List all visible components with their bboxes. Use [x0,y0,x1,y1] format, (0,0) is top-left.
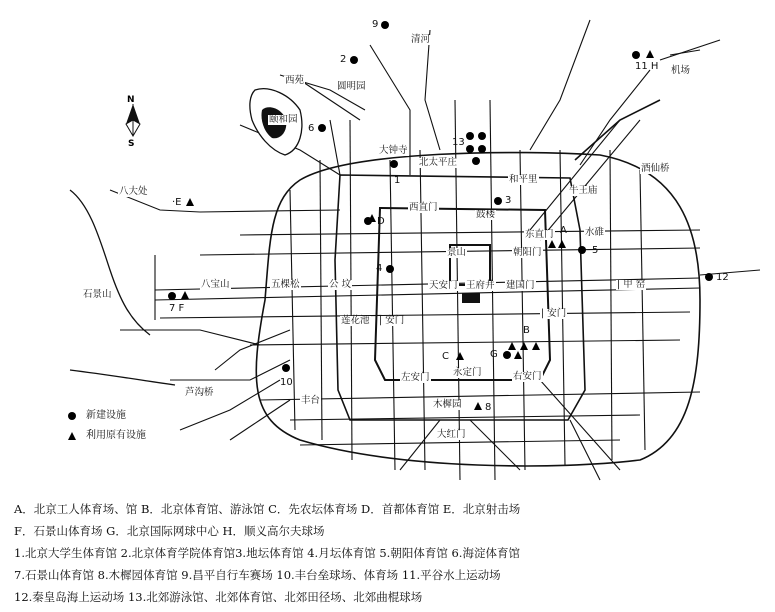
label-muxiyuan: 木樨园 [433,399,462,410]
label-yongdingmen: 永定门 [453,367,482,378]
label-yuanmingyuan: 圆明园 [337,81,366,92]
label-gongzhufen: 公 坟 [329,279,352,290]
label-dongzhimen: 东直门 [525,229,554,240]
label-lianhuachi: 莲花池 [341,315,370,326]
label-shijingshan: 石景山 [83,289,112,300]
label-zuoanmen: 左安门 [401,372,430,383]
outer-ring-road [256,153,700,466]
label-jianguomen: 建国门 [506,280,535,291]
label-anmen-west: | 安门 [379,315,405,326]
label-wukesong: 五棵松 [271,279,300,290]
label-hepingli: 和平里 [509,174,538,185]
compass-rose-icon [116,92,150,148]
label-anmen-east: | 安门 [541,308,567,319]
label-jiuxianqiao: 酒仙桥 [641,163,670,174]
svg-text:S: S [128,139,135,148]
label-beitaipingzhuang: 北太平庄 [419,157,458,168]
label-youanmen: 右安门 [513,371,542,382]
caption-line: 1.北京大学生体育馆 2.北京体育学院体育馆3.地坛体育馆 4.月坛体育馆 5.朝阳体育馆 6.海淀体育馆 [14,546,520,560]
label-dahongmen: 大红门 [437,429,466,440]
caption-line: 12.秦皇岛海上运动场 13.北郊游泳馆、北郊体育馆、北郊田径场、北郊曲棍球场 [14,590,423,604]
label-babaoshan: 八宝山 [201,279,230,290]
label-badachu: 八大处 [119,186,148,197]
label-chaoyangmen: 朝阳门 [513,247,542,258]
label-jichang: 机场 [671,65,691,76]
label-dazhongsi: 大钟寺 [379,145,408,156]
label-wangfujing: 王府井 [466,280,495,291]
label-lugouqiao: 芦沟桥 [185,387,214,398]
label-xiyuan: 西苑 [285,75,305,86]
label-jingshan: 景山 [447,247,467,258]
caption-line: F．石景山体育场 G．北京国际网球中心 H．顺义高尔夫球场 [14,524,325,538]
label-niuwangmiao: 牛王庙 [569,185,598,196]
label-xizhimen: 西直门 [409,202,438,213]
label-yiheyuan: 颐和园 [269,114,298,125]
label-gulou: 鼓楼 [476,209,496,220]
label-qinghe: 清河 [411,34,431,45]
label-dabeiyao: | 甲 窑 [617,279,646,290]
svg-text:N: N [127,95,135,105]
caption-line: A．北京工人体育场、馆 B．北京体育馆、游泳馆 C．先农坛体育场 D．首都体育馆 E．北京射击场 [14,502,521,516]
label-fengtai: 丰台 [301,395,321,406]
label-tiananmen: 天安门 [429,280,458,291]
caption-line: 7.石景山体育馆 8.木樨园体育馆 9.昌平自行车赛场 10.丰台垒球场、体育场 11.平谷水上运动场 [14,568,501,582]
label-shuiduizi: 水碓 [585,227,605,238]
